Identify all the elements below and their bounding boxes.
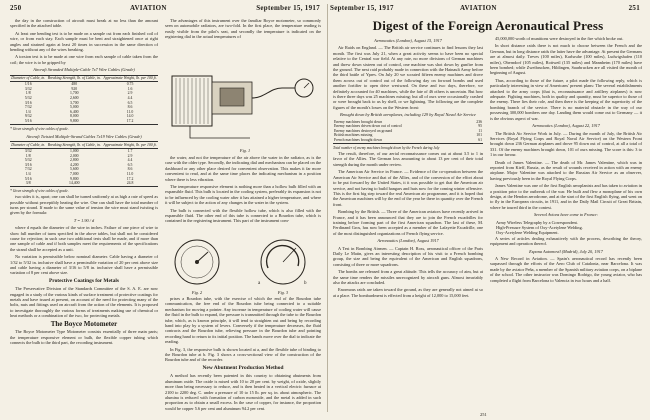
table1-note: * Given strength of wire cables of grade. <box>10 126 69 131</box>
left-page-header <box>10 4 320 16</box>
loss-note: Total number of enemy machines brought down by the French during July <box>333 145 440 150</box>
boyce-heading: The Boyce Motometer <box>50 319 118 328</box>
table-cell: 1.6 <box>127 86 133 91</box>
paragraph: James Valentine was one of the first English aeroplanists and has taken to aviation in a position prior to the outbreak of the war. He built and flew a monoplane of his own design, at the Hendon aerodrome, and at the start of the first English flying, and went on to fly in the European circuits, in 1911, and in the Daily Mail Circuit of Great Britain, where he toured third in the contest. <box>490 183 642 210</box>
paragraph: the day in the construction of aircraft must break at no less than the amount specified in the attached table. <box>10 18 158 29</box>
table-cell: 1/4 <box>25 171 31 176</box>
table-cell: 11.0 <box>126 109 134 114</box>
right-page-header <box>330 4 640 16</box>
table-cell: 1,000 <box>69 149 79 153</box>
table-cell: 236 <box>476 119 482 124</box>
paragraph: No variation is permissible below nominal diameter. Cable having a diameter of 1/32 to 5/32 in. inclusive shall have a permissible variation of 20 per cent above size and cable having a diameter of 3/16 to 5/8 in. inclusive shall have a permissible variation of 8 per cent above size. <box>10 254 158 276</box>
right-page-number: 251 <box>628 4 640 12</box>
table-cell: 17.2 <box>102 119 158 124</box>
table-header-row <box>10 75 158 82</box>
table-cell: 0.75 <box>126 82 134 87</box>
table-cell: 1/4 <box>25 109 31 114</box>
table-cell: 11.0 <box>126 171 134 176</box>
table-cell: 3,700 <box>69 100 79 105</box>
paragraph: 45,000,000 worth of munitions were destroyed in the fire which broke out. <box>495 36 624 41</box>
paragraph: the water, and not the temperature of the air above the water in the radiator, as is the case with the older type. Secondly, the indicating dial and mechanism can be placed on the dashboard or any other place desired for convenient observation. This makes it far more convenient to read, and at the same time places the indicating mechanism in a position where there is less vibration. <box>165 155 321 182</box>
table-cell: 7/32 <box>24 167 32 172</box>
svg-text:b: b <box>304 281 307 286</box>
table-header: Breaking Strength, lb. of Cable, in. <box>47 142 101 147</box>
table-cell: 5,600 <box>69 167 79 172</box>
paragraph: The advantages of this instrument over the familiar Boyce motometer, so commonly seen on automobile radiators, are two-fold. In the first place, the temperature reading is easily visible from the pilot's seat, and secondly the temperature is indicated on the registering dial in the actual temperatures of <box>165 18 321 40</box>
table-cell: 101 <box>476 133 482 138</box>
paragraph: The bombs are released from a great altitude. This tells the accuracy of aim, but at the same time renders the missiles unrecognized by aircraft guns. Almost invariably also the attacks are concluded. <box>333 269 483 285</box>
paragraph: A series of articles dealing exhaustively with the process, describing the theory, equipment and operation thereof. <box>490 235 642 247</box>
paragraph: Air Raids on England. — The British air service continues to find lessons they last month. The first was July 21, when a great activity seems to have been no special relative to the Central war field. At any rate, no more divisions of German machines and threw down sixteen out of control, one machine was shot down by gunfire from the ground. The next raid probably made in connection with the Hainault Army before the third battle of Ypres. On July 20 we scouted fifteen enemy machines and drove them across out of control out of the following day on forward bombs and used another fortifier to open drive westward. On these and two days, therefore, we definitely accounted for 40 machines, while the fate of 46 others is uncertain. But how is there three days was 25 machines missing; but all of ours were occasionally crashed or were brought back to us by shell, or we lightning. The following are the complete figures of the month's losses on the Western front: <box>333 45 483 110</box>
list-item: High-Pressure System of Oxy-Acetylene Welding. <box>496 225 583 230</box>
figure-1-illustration <box>170 68 318 146</box>
article-list <box>490 220 642 236</box>
table-cell: Enemy machines destroyed on ground <box>334 128 393 133</box>
table-header: Approximate Weight, lb. per 100 ft. <box>103 76 157 81</box>
right-column-1 <box>333 36 483 416</box>
table-cell: 4,200 <box>69 162 79 167</box>
paragraph: The temperature responsive element is nothing more than a hollow bulb filled with an expansible fluid. This bulb is located in the cooling system, preferably its expansion is not to be influenced by the cooling water after it has attained a higher temperature, and where it will be subject to the action of any changes in the water in the system. <box>165 184 321 206</box>
right-column-2 <box>490 36 642 408</box>
digest-title: Digest of the Foreign Aeronautical Press <box>372 18 604 33</box>
figure-2-illustration <box>168 236 226 288</box>
loss-table-title: Brought down by British aeroplanes, including 129 by Royal Naval Air Service <box>340 112 476 118</box>
table-row <box>10 181 158 186</box>
paragraph: The result, therefore, of our aerial reconnaissance comes out at about 3.5 to 1 in favor of the Allies. The German loss amounting to about 13 per cent of their total strength during the month under review. <box>333 151 483 167</box>
table-cell: 61 <box>468 138 483 143</box>
table-row <box>333 138 483 143</box>
table-header: Breaking Strength, lb. of Cable, in. <box>47 76 101 81</box>
loss-table <box>333 120 483 144</box>
table-cell: 920 <box>71 86 78 91</box>
paragraph: The British Air Service Work in July. — During the month of July, the British Air Services (Royal Flying Corps and Royal Naval Air Service) on the Western Front brought down 236 German airplanes and drove 95 down out of control, at all a total of 331. Of the enemy machines brought down, 101 of ours missing. The score is this: 3 to 1 in our favour. <box>490 130 642 158</box>
bottom-folio: 251 <box>480 412 487 417</box>
table-header-row <box>10 142 158 149</box>
table1-title: Aircraft Stranded Multiple-Cable 7x7 Wire Cables (Grade) <box>33 67 135 73</box>
table-cell: 4.4 <box>127 96 133 101</box>
table-cell: 17.2 <box>126 176 134 181</box>
list-item: Army Wireless Telegraphy by a Correspondent. <box>496 219 578 225</box>
wire-cable-table-2 <box>10 141 158 186</box>
table-cell: 9,800 <box>69 176 79 181</box>
left-running-title: AVIATION <box>130 4 167 12</box>
paragraph: The American Air Service in France. — Evidence of the co-operation between the American Air Service and that of the Allies, and of the conversion of the effort about to be put forward by the United States, it it was possible to get that the American air service, and not having to build hangars and huts now for the coming winter offensive. This is the first big step toward the real American air programme, and it is hoped that the American machines will by the end of the year be there in quantity over the French front. <box>333 169 483 207</box>
figure-3-illustration <box>248 236 318 288</box>
table-cell: 8.6 <box>127 167 133 172</box>
table-cell: 7/32 <box>24 105 32 110</box>
table-cell: 3/8 <box>10 181 46 186</box>
table-cell: 3/32 <box>24 86 32 91</box>
section-heading: Protective Coatings for Metals <box>48 277 119 284</box>
svg-text:a: a <box>258 281 261 286</box>
table-cell: 8.6 <box>127 105 133 110</box>
dial-gauge-diagram <box>168 236 226 288</box>
table-cell: 1/16 <box>24 82 32 87</box>
table-cell: 4.4 <box>127 158 133 163</box>
paragraph: A New Record in Aviation. — Spain's aeronautical record has recently been surpassed through the efforts of the Aero Club of Catalonia, near Barcelona. It was made by the aviator Peña, a member of the Spanish military aviation corps, on a biplane of the school. The other instructor was Domingo Rodrigo, the young aviator, who has completed a flight from Barcelona to Valencia in two hours and a half. <box>490 256 642 283</box>
dateline: Aeronautics (London), August 1917 <box>377 238 439 244</box>
right-running-title: AVIATION <box>460 4 497 12</box>
left-page-number: 250 <box>10 4 22 12</box>
table2-note: * Given strength of wire cables of grade. <box>10 188 69 193</box>
table-cell: 1.7 <box>127 149 133 153</box>
paragraph: At least one bending test is to be made on a sample cut from each finished coil of wire, or from each stay. Each sample must be bent and straightened once at right angles and strained again at least 20 times in succession in the same direction of bending without any of the wires breaking. <box>10 30 158 53</box>
table-cell: French machines brought down <box>333 138 468 143</box>
table-cell: 2,600 <box>69 96 79 101</box>
table-cell: Enemy machines driven down out of control <box>334 124 402 129</box>
table-cell: 6.5 <box>127 100 133 105</box>
left-column-1 <box>10 18 158 416</box>
paragraph: The Preservative Division of the Standards Committee of the S. A. E. are now engaged in a study of the various kinds of surface treatment of protective coatings for metals and have issued at present, on account of the need for protecting many of the bolts, nuts and fittings used on aircraft from the action of the elements. It is proposed to investigate thoroughly the various forms of treatments making use of chemical or heat methods or a combination of the two, for protecting metals. <box>10 286 158 319</box>
table-cell: 6.5 <box>127 162 133 167</box>
wire-cable-table-1 <box>10 75 158 125</box>
left-column-2-bottom <box>165 296 321 416</box>
list-item: Oxy-Acetylene Welding Equipment. <box>496 230 559 236</box>
table-cell: 14.0 <box>126 114 134 119</box>
table-cell: 3/32 <box>24 149 32 153</box>
table-cell: 1/8 <box>25 91 31 96</box>
left-column-2-mid <box>165 155 321 233</box>
table2-title: Aircraft Twisted Multiple-Strand Cables 7x19 Wire Cables (Grade) <box>26 134 142 139</box>
page-gutter-divider <box>327 4 328 412</box>
table-cell: 480 <box>71 82 78 87</box>
figure-1-caption: Fig. 1 <box>239 148 251 153</box>
table-cell: 5/16 <box>10 119 46 124</box>
figure-3-caption: Fig. 3 <box>277 290 289 295</box>
paragraph: where d equals the diameter of the wire in inches. Failure of one piece of wire to show full number of turns specified in the above tables, but shall not be considered cause for rejection; in such case two additional tests shall be made, and if more than one sample of cable and if both samples meet the requirements of the specifications the strand shall be accepted as a unit. <box>10 225 158 252</box>
paragraph: Bombing by the British. — Three of the American aviators have recently arrived in France, and it has been announced that they are to join the French escadrilles for training before forming part of the first American squadron. The last of these, M. Ferdinand Gros, has now been accepted as a member of the Lafayette Escadrille, one of the most distinguished organizations of French flying service. <box>333 209 483 236</box>
right-page-date: September 15, 1917 <box>330 4 394 12</box>
paragraph: prises a Bourdon tube, with the exercise of which the end of the Bourdon tube communication, the free end of the Bourdon tube being connected to a suitable mechanism for moving a pointer. Any increase in temperature of cooling water will cause the fluid in the bulb to expand, the pressure is transmitted through the tube to the Bourdon tube, which, as is known principle, it will tend to straighten out and being by recording hand into play by a system of levers. Conversely if the temperature decreases, the fluid contracts and the Bourdon tube, relieving pressure in the Bourdon tube and pointing recording hand to return to its initial position. The hands move over the dial to indicate the reading. <box>165 296 321 345</box>
formula: T = 1.90 / d <box>73 217 95 223</box>
bourdon-tube-diagram <box>248 236 318 288</box>
table-cell: 8,000 <box>69 114 79 119</box>
paragraph: two sides it is, apart; one can shall be turned uniformly at as high a rate of speed as possible without perceptibly heating the wire. One can shall have the total number of turns per strand. If made to the same value of tension the wire must stand twisting is given by the formula: <box>10 194 158 216</box>
paragraph: Thus, according to those of the future, a pilot made the following reply, which is particularly interesting in view of Americans' present plans: The several establishments attached to the army corps (that is, reconnaissance and artillery airplanes) is now adequate. Fighting machines, both in quality and quantity, must be superior to those of the enemy. There lies their role, and then there is the keeping of the superiority of the bombing branch of the service. There is no material obstacle in the way of our possessing 300,000 bombers one day. Landing them would come out to Germany — it is the obvious aspect of war. <box>490 77 642 121</box>
paragraph: The bulb is connected with the flexible hollow tube, which is also filled with the expansible fluid. The other end of this tube is connected to a Bourdon tube, which is contained in the registering instrument. This part of the instrument com- <box>165 207 321 224</box>
table-row <box>10 119 158 124</box>
table-cell: 7,000 <box>69 171 79 176</box>
table-cell: 3/16 <box>24 162 32 167</box>
table-cell: 9/32 <box>24 114 32 119</box>
left-page-date: September 15, 1917 <box>256 4 320 12</box>
table-cell: 5/32 <box>24 158 32 163</box>
table-cell: 2.9 <box>127 91 133 96</box>
table-cell: 3/16 <box>24 100 32 105</box>
paragraph: Death of James Valentine. — The death of Mr. James Valentine, which was in reported from Kieff, Russia, as the result of wounds received in action with an enemy airplane. Major Valentine was attached to the Russian Air Service as an observer, having previously been in the Royal Flying Corps. <box>490 159 642 181</box>
dateline: Espana Automovil (Madrid), July 20, 1917 <box>529 248 603 254</box>
table-header: Approximate Weight, lb. per 100 ft. <box>103 142 157 147</box>
table-cell: 1/8 <box>25 153 31 158</box>
table-cell: 5,000 <box>69 105 79 110</box>
figure-2-caption: Fig. 2 <box>191 290 203 295</box>
table-cell: 95 <box>478 124 482 129</box>
table-cell: 1,700 <box>69 91 79 96</box>
table-cell: 6,400 <box>69 109 79 114</box>
table-cell: 2,000 <box>69 153 79 158</box>
paragraph: In short distance raids there is not much to choose between the French and the German, but in long distance raids the latter have the advantage. At present the Germans are at almost daily. Treves (100 miles), Karlsruhe (100 miles), Ludwigshafen (110 miles), Oberndorf (105 miles), Rottweil (135 miles) and Mannheim (170 miles) have been bombed; while Zweibrucken, Hildingen, Saarbrucken are all visited the month of beginning of August. <box>490 43 642 76</box>
table-cell: Enemy machines brought down <box>334 119 383 124</box>
list-title: Several Avions have come to France: <box>534 212 598 218</box>
table-cell: 14,400 <box>46 181 102 186</box>
table-header: Diameter of Cable, in. <box>11 142 46 147</box>
dateline: Aeronautics (London), August 22, 1917 <box>532 123 600 129</box>
table-cell: British machines missing <box>334 133 373 138</box>
table-cell: 5/16 <box>24 176 32 181</box>
table-header: Diameter of Cable, in. <box>11 76 46 81</box>
table-cell: 5/32 <box>24 96 32 101</box>
radiator-diagram <box>170 68 318 146</box>
paragraph: A method has recently been patented in this country to obtaining abutments from aluminum oxide. The oxide is mixed with 10 to 20 per cent. by weight, of oxide, slightly more than being necessary to reduce, and is then heated in a vertical electric furnace at 2100 to 2200 deg. C. under a pressure of 10 to 15 lb. per sq. in. about atmospheric. The alumina is reduced with formation of carbon monoxide, and the metal is added in such proportion as to obtain a small excess. In the case of copper, for instance, the proportion would be copper 5.6 per cent and aluminum 94.2 per cent. <box>165 373 321 411</box>
table-cell: 2,800 <box>69 158 79 163</box>
section-heading: New Abutment Production Method <box>202 364 284 371</box>
table-cell: 24.8 <box>102 181 158 186</box>
paragraph: A Test in Bombing Airmen. — Captain H. Ross, aeronautical officer of the Paris Daily Le Matin, gives an interesting description of his visit to a French bombing group, the size and being the equivalent of the American and English squadrons, consisting of three or more squadrons. <box>333 245 483 267</box>
table-cell: 9,800 <box>46 119 102 124</box>
paragraph: Enormous raids are taken toward the ground, as they are generally not aimed at so at a place. The bombardment is effected from a height of 12,000 to 15,000 feet. <box>333 287 483 298</box>
table-cell: 11 <box>478 128 482 133</box>
paragraph: In Fig. 3, the responsive bulb is shown located at a, and the flexible tube of binding to the Bourdon tube at b. Fig. 3 shows a cross-sectional view of the construction of the Bourdon tube and of the recorder. <box>165 346 321 363</box>
paragraph: The Boyce Motometer Type Motometer consists essentially of three main parts; the temperature responsive element or bulb, the flexible copper tubing which connects the bulb to the third part, the recording instrument. <box>10 329 158 345</box>
table-cell: 2.9 <box>127 153 133 158</box>
paragraph: A torsion test is to be made at one wire from each sample of cable taken from the coil; the wire is to be gripped by <box>10 54 158 65</box>
dateline: Aeronautics (London), August 15, 1917 <box>374 38 442 43</box>
